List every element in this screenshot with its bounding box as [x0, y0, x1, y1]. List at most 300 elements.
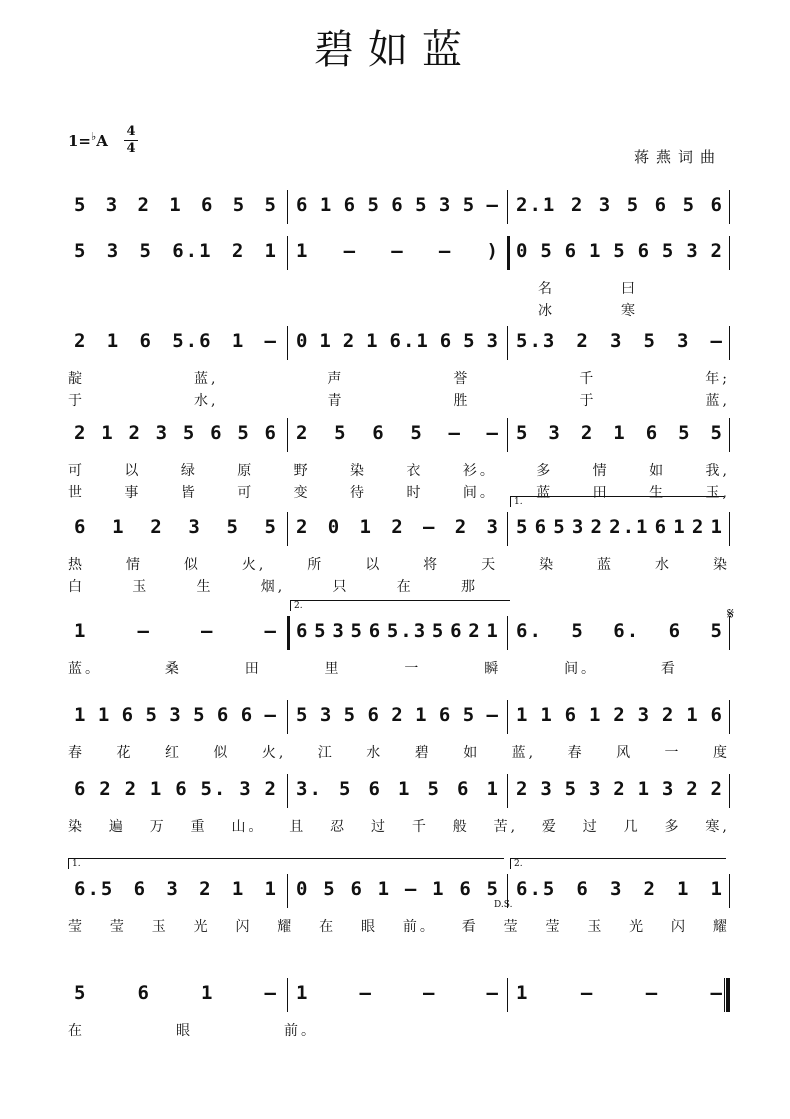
lyric-syllable: 以: [124, 463, 142, 479]
lyric-line-2: [538, 300, 638, 320]
lyric-syllable: 蓝: [536, 485, 554, 501]
note: 1: [673, 516, 687, 538]
lyric-syllable: 眼: [176, 1023, 193, 1039]
measure: [510, 508, 730, 548]
note: 5: [237, 422, 251, 444]
lyric-syllable: 春: [567, 745, 585, 761]
note: 5: [338, 778, 353, 800]
lyric-syllable: 在: [396, 579, 414, 595]
lyric-syllable: 衫。: [462, 463, 497, 479]
note: 5: [678, 422, 692, 444]
lyric-syllable: 生: [196, 579, 214, 595]
lyric-syllable: 如: [463, 745, 481, 761]
lyric-syllable: 变: [293, 485, 311, 501]
lyric-syllable: 水,: [194, 393, 219, 409]
note: –: [486, 982, 500, 1004]
lyric-syllable: 瞬: [484, 661, 502, 677]
note: 5: [182, 422, 197, 444]
lyric-syllable: 万: [149, 819, 167, 835]
note: –: [359, 982, 373, 1004]
lyric-line-1: [68, 1020, 318, 1040]
lyric-syllable: 遍: [108, 819, 126, 835]
key-signature: [68, 130, 108, 150]
measure: [68, 508, 284, 548]
lyric-syllable: 玉: [132, 579, 150, 595]
measure: [68, 612, 284, 652]
note: 1: [169, 194, 183, 216]
note: 5.3: [386, 620, 428, 642]
measure: [290, 232, 506, 272]
note: 2: [576, 330, 590, 352]
lyric-syllable: 将: [423, 557, 441, 573]
note: 6: [343, 194, 358, 216]
note: 5: [571, 620, 585, 642]
lyric-syllable: 白: [68, 579, 85, 595]
barline: [729, 326, 730, 360]
note: 1: [112, 516, 126, 538]
measure: [510, 186, 730, 226]
note: 1: [264, 878, 278, 900]
lyric-syllable: 情: [592, 463, 610, 479]
note: 1: [397, 778, 412, 800]
note: –: [264, 620, 278, 642]
note: 5: [613, 240, 627, 262]
lyric-line-1: [68, 742, 730, 762]
note: 2: [264, 778, 278, 800]
note: –: [710, 330, 724, 352]
lyric-syllable: 绿: [180, 463, 198, 479]
note: –: [343, 240, 358, 262]
note: 6.1: [389, 330, 430, 352]
lyric-syllable: 誉: [453, 371, 471, 387]
note: 3: [486, 516, 500, 538]
measure: [290, 414, 506, 454]
note: 1: [486, 620, 500, 642]
note: 2: [150, 516, 164, 538]
note: –: [201, 620, 215, 642]
lyric-syllable: 几: [623, 819, 641, 835]
lyric-syllable: 多: [536, 463, 554, 479]
note: 2: [296, 516, 310, 538]
lyric-syllable: 碧: [414, 745, 432, 761]
note: ): [486, 240, 500, 262]
note: 1: [74, 620, 88, 642]
note: 1: [588, 704, 603, 726]
lyric-syllable: 染: [350, 463, 368, 479]
notes-line: [68, 870, 730, 910]
lyric-syllable: 且: [289, 819, 307, 835]
note: 3: [540, 778, 554, 800]
lyric-syllable: 于: [579, 393, 597, 409]
note: 6.5: [74, 878, 115, 900]
note: 3: [677, 330, 691, 352]
barline: [729, 190, 730, 224]
note: 2: [643, 878, 657, 900]
lyric-syllable: 前。: [284, 1023, 318, 1039]
lyric-syllable: 玉: [587, 919, 605, 935]
score-row: [68, 770, 730, 858]
note: 3: [661, 778, 676, 800]
note: 5: [710, 620, 724, 642]
note: 2: [516, 778, 530, 800]
barline: [287, 418, 288, 452]
score-row: [68, 974, 730, 1062]
barline: [729, 236, 730, 270]
note: 2: [124, 778, 139, 800]
barline: [507, 700, 508, 734]
measure: [510, 414, 730, 454]
lyric-syllable: 般: [452, 819, 470, 835]
barline: [507, 978, 508, 1012]
score-row: [68, 859, 730, 958]
lyric-line-1: [68, 916, 730, 936]
note: 3: [438, 194, 453, 216]
lyric-syllable: 蓝,: [511, 745, 537, 761]
lyric-syllable: 风: [616, 745, 634, 761]
note: 5: [350, 620, 364, 642]
lyric-syllable: 闪: [671, 919, 689, 935]
measure: [68, 974, 284, 1014]
note: 5: [710, 422, 724, 444]
note: –: [486, 422, 500, 444]
note: 5: [410, 422, 424, 444]
lyric-syllable: 间。: [564, 661, 599, 677]
lyric-syllable: 事: [124, 485, 142, 501]
lyric-syllable: 一: [664, 745, 682, 761]
notes-line: [68, 974, 730, 1014]
note: 2: [391, 516, 405, 538]
note: 6: [74, 778, 88, 800]
note: 6: [668, 620, 683, 642]
note: 2: [661, 704, 676, 726]
note: 1: [74, 704, 88, 726]
note: 5: [74, 240, 88, 262]
note: 6: [450, 620, 464, 642]
measure: [290, 186, 506, 226]
lyric-line-1: [68, 460, 730, 480]
lyric-line-1: [68, 658, 678, 678]
note: –: [264, 982, 278, 1004]
lyric-syllable: 过: [371, 819, 389, 835]
lyric-syllable: 在: [68, 1023, 85, 1039]
lyric-syllable: 田: [244, 661, 262, 677]
lyric-syllable: 染: [68, 819, 85, 835]
notes-line: [68, 414, 730, 454]
note: –: [423, 516, 437, 538]
barline: [287, 236, 288, 270]
barline: [507, 616, 508, 650]
note: 6.: [516, 620, 543, 642]
note: 1: [97, 704, 112, 726]
note: 6: [139, 330, 153, 352]
author-credit: 蒋燕词曲: [634, 148, 723, 166]
lyric-line-1: [68, 816, 730, 836]
note: 5: [139, 240, 153, 262]
barline: [287, 774, 288, 808]
note: 5: [516, 516, 530, 538]
note: 5: [367, 194, 381, 216]
notes-line: [68, 508, 730, 548]
note: 3: [332, 620, 346, 642]
note: 5: [431, 620, 446, 642]
barline: [507, 326, 508, 360]
note: 1: [486, 778, 500, 800]
note: –: [580, 982, 595, 1004]
lyric-syllable: 桑: [164, 661, 182, 677]
note: 5: [314, 620, 328, 642]
measure: [68, 322, 284, 362]
lyric-syllable: 如: [649, 463, 667, 479]
note: 0: [516, 240, 530, 262]
lyric-syllable: 皆: [180, 485, 198, 501]
note: 1: [201, 982, 215, 1004]
note: –: [448, 422, 462, 444]
note: 6: [201, 194, 215, 216]
note: 1: [677, 878, 691, 900]
lyric-syllable: 过: [582, 819, 600, 835]
lyric-syllable: 耀: [712, 919, 730, 935]
note: 3: [598, 194, 613, 216]
note: 3: [548, 422, 562, 444]
lyric-line-1: [538, 278, 638, 298]
note: 6: [459, 878, 473, 900]
note: 2: [74, 330, 88, 352]
measure: [510, 232, 730, 272]
note: 5.6: [172, 330, 213, 352]
barline: [729, 774, 730, 808]
key-flat: ♭: [91, 130, 97, 143]
lyric-syllable: 衣: [406, 463, 424, 479]
measure: [510, 870, 730, 910]
lyric-syllable: 青: [327, 393, 345, 409]
note: 6: [534, 516, 549, 538]
note: 2: [686, 778, 700, 800]
measure: [290, 322, 506, 362]
score-row: [68, 232, 730, 320]
lyric-syllable: 爱: [541, 819, 559, 835]
note: 2: [128, 422, 142, 444]
note: –: [486, 194, 500, 216]
barline: [287, 874, 288, 908]
lyric-syllable: 似: [183, 557, 201, 573]
measure: [290, 974, 506, 1014]
note: 1: [588, 240, 603, 262]
note: 5: [226, 516, 240, 538]
lyric-syllable: 苦,: [493, 819, 519, 835]
lyric-syllable: 我,: [705, 463, 730, 479]
note: 6: [710, 194, 724, 216]
note: 2: [613, 704, 627, 726]
note: 6: [564, 704, 579, 726]
note: 1: [377, 878, 392, 900]
lyric-syllable: 烟,: [260, 579, 286, 595]
note: 1: [432, 878, 446, 900]
note: 1: [106, 330, 121, 352]
dal-segno: D.S.: [494, 900, 513, 910]
measure: [290, 508, 506, 548]
note: 1: [319, 330, 333, 352]
notes-line: [68, 186, 730, 226]
lyric-syllable: 莹: [109, 919, 127, 935]
note: 6: [438, 704, 453, 726]
note: 3: [319, 704, 334, 726]
note: 6: [368, 778, 382, 800]
lyric-syllable: 寒,: [705, 819, 730, 835]
lyric-syllable: 山。: [231, 819, 266, 835]
note: 1: [149, 778, 164, 800]
note: 2.1: [609, 516, 650, 538]
note: 5: [462, 704, 477, 726]
note: 2.1: [516, 194, 557, 216]
note: 6: [457, 778, 471, 800]
lyric-syllable: 蓝,: [193, 371, 219, 387]
song-title: 碧如蓝: [314, 27, 476, 73]
barline: [287, 190, 288, 224]
lyric-syllable: 天: [481, 557, 499, 573]
note: 5: [553, 516, 567, 538]
note: 6: [133, 878, 148, 900]
note: 3: [106, 240, 121, 262]
note: 2: [74, 422, 88, 444]
measure: [68, 186, 284, 226]
lyric-syllable: 蓝。: [68, 661, 102, 677]
measure: [290, 870, 506, 910]
measure: [68, 696, 284, 736]
final-barline: [724, 978, 730, 1012]
lyric-syllable: 名: [538, 281, 555, 297]
note: –: [710, 982, 724, 1004]
note: 6: [175, 778, 189, 800]
note: 6: [296, 620, 310, 642]
measure: [510, 612, 730, 652]
note: 5: [323, 878, 337, 900]
note: 5: [626, 194, 641, 216]
barline: [729, 512, 730, 546]
barline: [287, 326, 288, 360]
note: 3: [155, 422, 170, 444]
note: 1: [516, 704, 530, 726]
note: 6.5: [516, 878, 557, 900]
barline: [287, 512, 288, 546]
note: 6: [439, 330, 454, 352]
note: 5.3: [516, 330, 557, 352]
lyric-syllable: 生: [649, 485, 667, 501]
lyric-syllable: 声: [327, 371, 345, 387]
note: 5: [232, 194, 247, 216]
note: 6: [391, 194, 405, 216]
measure: [290, 612, 506, 652]
note: 2: [99, 778, 113, 800]
notes-line: [68, 322, 730, 362]
lyric-syllable: 可: [68, 463, 85, 479]
lyric-syllable: 一: [404, 661, 422, 677]
score-row: [68, 322, 730, 410]
lyric-syllable: 看: [660, 661, 678, 677]
note: 6: [74, 516, 88, 538]
note: 5: [264, 194, 278, 216]
note: 6: [296, 194, 310, 216]
lyric-syllable: 时: [406, 485, 424, 501]
note: 1: [710, 878, 724, 900]
note: 2: [691, 516, 706, 538]
note: 1: [613, 422, 627, 444]
note: –: [404, 878, 419, 900]
measure: [510, 974, 730, 1014]
lyric-syllable: 里: [324, 661, 342, 677]
lyric-line-1: [68, 368, 730, 388]
note: 2: [580, 422, 595, 444]
lyric-syllable: 忍: [330, 819, 348, 835]
lyric-syllable: 以: [365, 557, 383, 573]
note: 5: [540, 240, 554, 262]
lyric-syllable: 热: [68, 557, 85, 573]
lyric-syllable: 蓝,: [705, 393, 730, 409]
lyric-syllable: 火,: [241, 557, 267, 573]
note: 2: [613, 778, 627, 800]
note: 3: [105, 194, 120, 216]
note: 5: [486, 878, 500, 900]
note: 2: [391, 704, 405, 726]
lyric-syllable: 胜: [453, 393, 471, 409]
lyric-syllable: 田: [592, 485, 610, 501]
note: 6.: [613, 620, 641, 642]
lyric-syllable: 眼: [361, 919, 379, 935]
lyric-syllable: 那: [460, 579, 478, 595]
barline: [507, 774, 508, 808]
score-row: [68, 497, 730, 596]
note: 2: [468, 620, 482, 642]
note: 0: [296, 330, 310, 352]
note: 5: [564, 778, 579, 800]
note: –: [137, 620, 151, 642]
note: 2: [590, 516, 604, 538]
note: 1: [516, 982, 530, 1004]
note: 5: [145, 704, 159, 726]
notes-line: [68, 770, 730, 810]
note: 5: [682, 194, 697, 216]
volta-1: 1.: [510, 496, 724, 507]
note: 6: [654, 194, 669, 216]
note: 3: [486, 330, 500, 352]
lyric-syllable: 染: [712, 557, 730, 573]
note: –: [486, 704, 500, 726]
barline: [729, 700, 730, 734]
note: 5: [516, 422, 530, 444]
measure: [290, 696, 506, 736]
note: 0: [327, 516, 342, 538]
lyric-syllable: 曰: [621, 281, 638, 297]
note: 5: [661, 240, 676, 262]
key-note: A: [96, 132, 108, 150]
lyric-syllable: 火,: [261, 745, 287, 761]
note: 5: [74, 982, 88, 1004]
note: –: [645, 982, 660, 1004]
note: 6: [645, 422, 660, 444]
time-top: 4: [126, 124, 136, 139]
volta-1: 1.: [68, 858, 504, 869]
notes-line: [68, 232, 730, 272]
note: 2: [710, 778, 724, 800]
barline: [729, 874, 730, 908]
note: –: [438, 240, 453, 262]
note: 3.: [296, 778, 323, 800]
measure: [68, 232, 284, 272]
note: 6: [564, 240, 579, 262]
lyric-syllable: 似: [213, 745, 231, 761]
note: 6: [216, 704, 231, 726]
note: 3: [166, 878, 180, 900]
lyric-syllable: 重: [190, 819, 208, 835]
